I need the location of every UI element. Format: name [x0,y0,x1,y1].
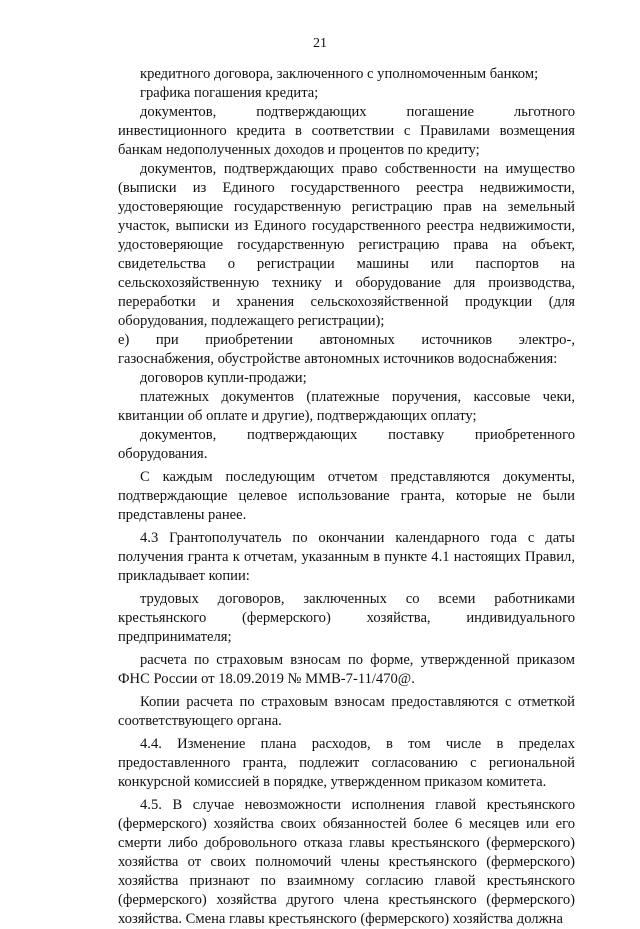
paragraph: С каждым последующим отчетом представляются документы, подтверждающие целевое использование гранта, которые не были представлены ранее. [118,469,575,523]
paragraph: Копии расчета по страховым взносам предоставляются с отметкой соответствующего органа. [118,694,575,729]
word: автономных [319,332,395,348]
word: е) [118,332,130,348]
paragraph-e-first-line [118,331,575,350]
paragraph: расчета по страховым взносам по форме, утвержденной приказом ФНС России от 18.09.2019 № ММВ-7-11/470@. [118,652,575,687]
paragraph: кредитного договора, заключенного с уполномоченным банком; [140,66,539,82]
paragraph-d-first-line [118,426,575,445]
word: приобретенного [474,427,575,443]
paragraph: документов, подтверждающих погашение льготного инвестиционного кредита в соответствии с Правилами возмещения банкам недополученных доходов и процентов по кредиту; [118,104,575,158]
document-body [118,65,575,929]
paragraph: договоров купли-продажи; [140,370,307,386]
paragraph: 4.3 Грантополучатель по окончании календарного года с даты получения гранта к отчетам, указанным в пункте 4.1 настоящих Правил, прикладывает копии: [118,530,575,584]
paragraph: 4.5. В случае невозможности исполнения главой крестьянского (фермерского) хозяйства своих обязанностей более 6 месяцев или его смерти либо добровольного отказа главы крестьянского (фермерского) хозяйства от своих полномочий члены крестьянского (фермерского) хозяйства признают по взаимному согласию главой крестьянского (фермерского) хозяйства другого члена крестьянского (фермерского) хозяйства. Смена главы крестьянского (фермерского) хозяйства должна [118,797,575,927]
word: электро-, [518,332,575,348]
paragraph: 4.4. Изменение плана расходов, в том числе в пределах предоставленного гранта, подлежит согласованию с региональной конкурсной комиссией в порядке, утвержденном приказом комитета. [118,736,575,790]
paragraph: графика погашения кредита; [140,85,319,101]
paragraph: платежных документов (платежные поручения, кассовые чеки, квитанции об оплате и другие), подтверждающих оплату; [118,389,575,424]
word: при [155,332,179,348]
word: подтверждающих [247,427,358,443]
word: поставку [388,427,445,443]
word: документов, [140,427,217,443]
page-number: 21 [313,36,327,51]
word: приобретении [205,332,293,348]
paragraph: трудовых договоров, заключенных со всеми работниками крестьянского (фермерского) хозяйства, индивидуального предпринимателя; [118,591,575,645]
paragraph: документов, подтверждающих право собственности на имущество (выписки из Единого государственного реестра недвижимости, удостоверяющие государственную регистрацию прав на земельный участок, выписки из Единого государственного реестра недвижимости, удостоверяющие государственную регистрацию права на объект, свидетельства о регистрации машины или паспортов на сельскохозяйственную технику и оборудование для производства, переработки и хранения сельскохозяйственной продукции (для оборудования, подлежащего регистрации); [118,161,575,329]
word: источников [421,332,493,348]
paragraph: оборудования. [118,446,208,462]
paragraph: газоснабжения, обустройстве автономных источников водоснабжения: [118,351,558,367]
